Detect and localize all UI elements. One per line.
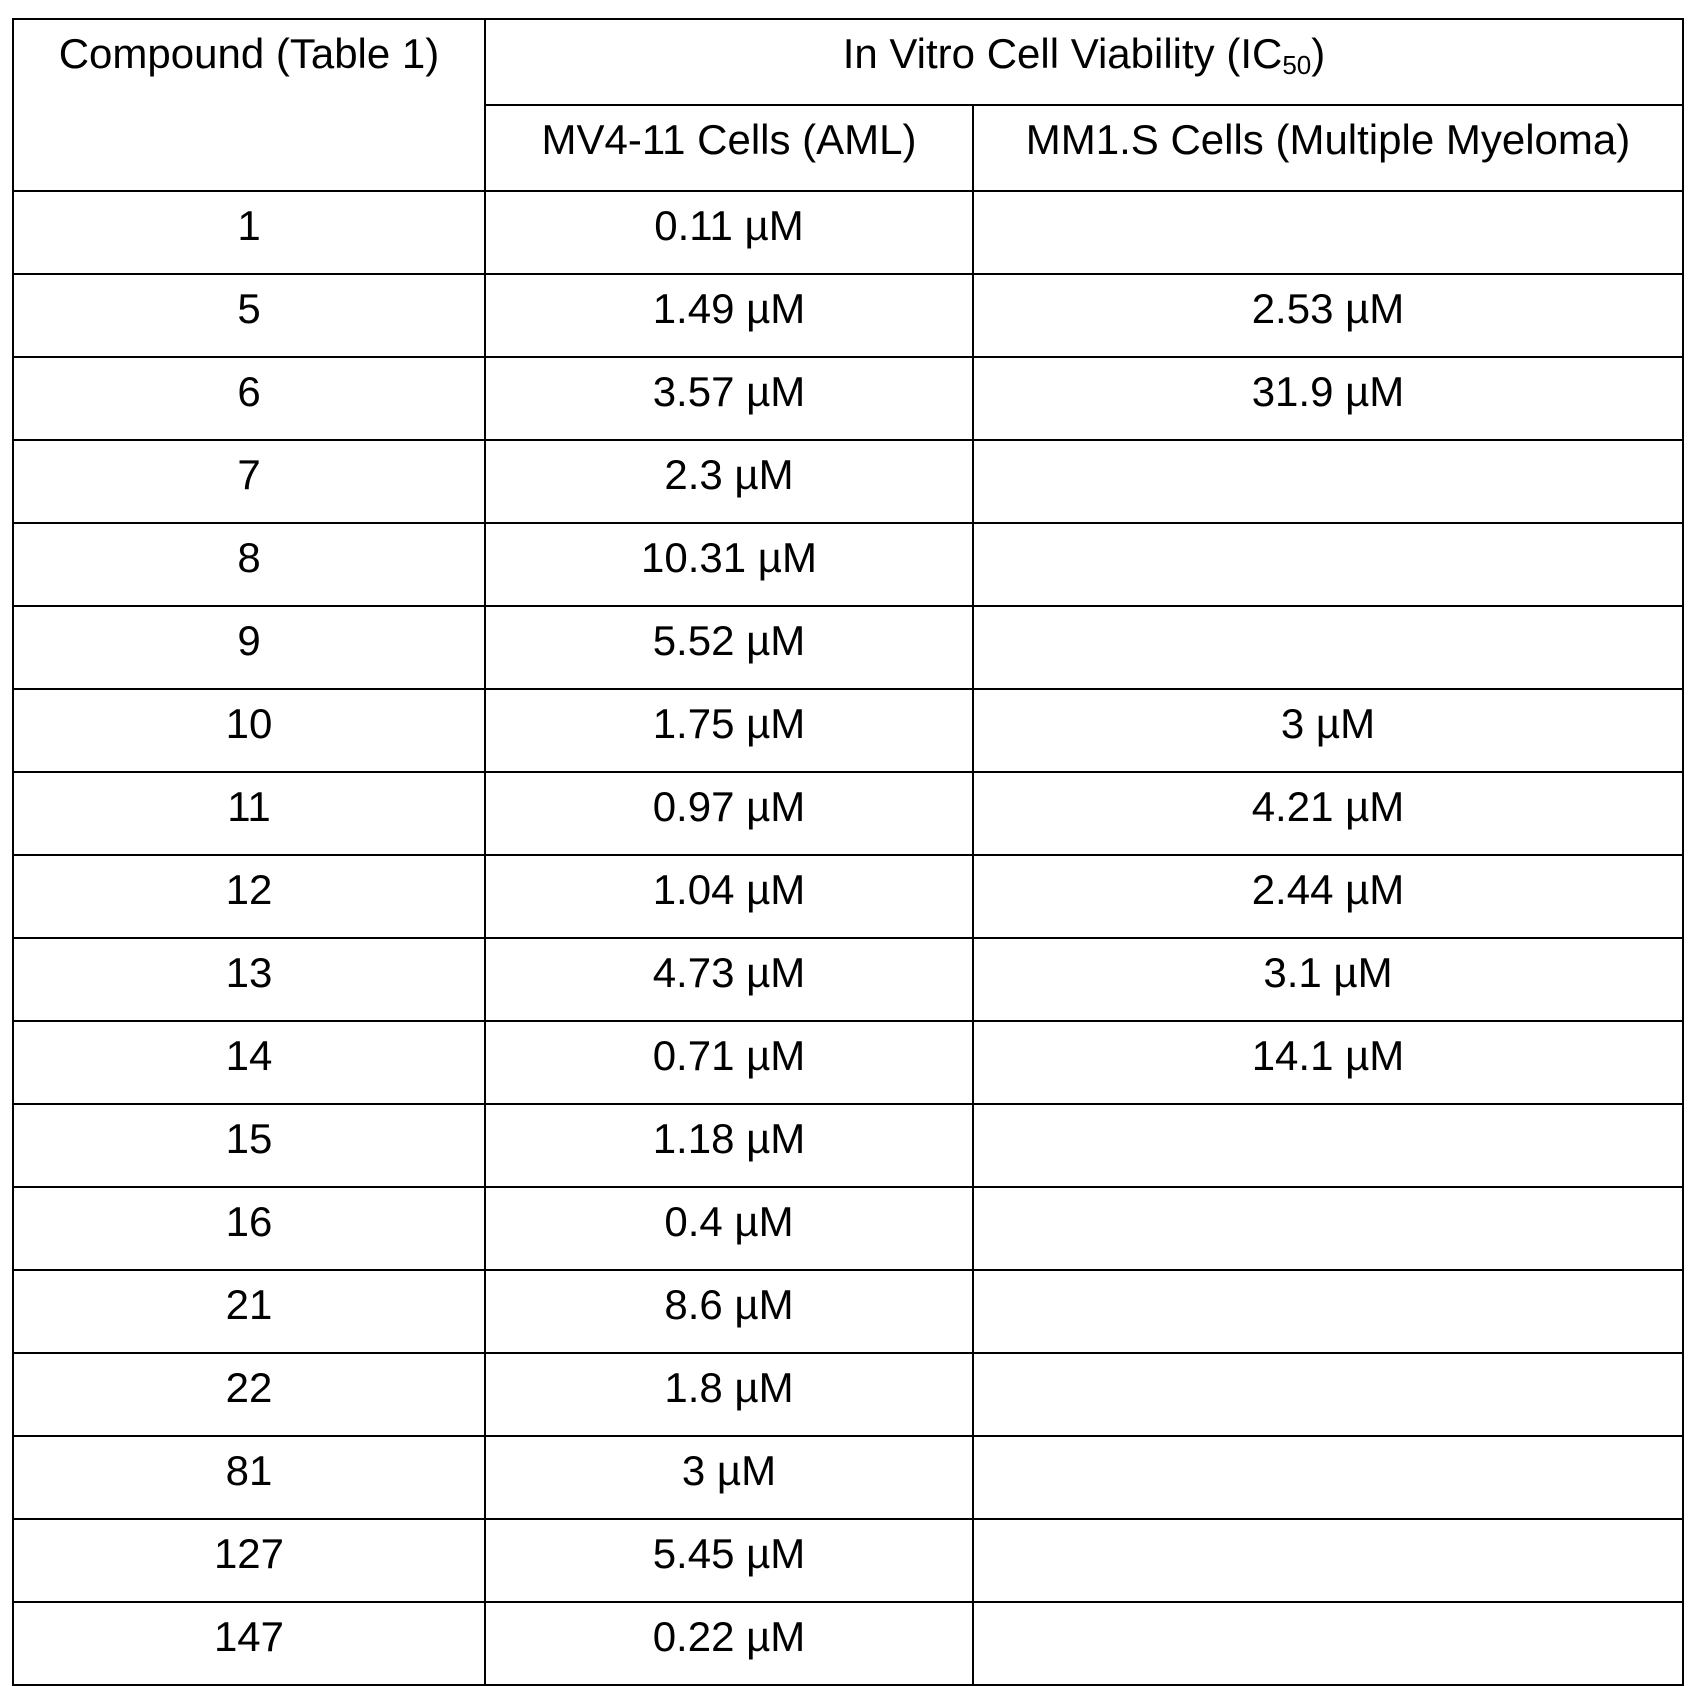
table-row <box>13 606 1683 689</box>
mv4-11-ic50-cell: 4.73 µM <box>485 938 973 1021</box>
header-cell-viability <box>485 19 1683 105</box>
mv4-11-ic50-cell: 5.45 µM <box>485 1519 973 1602</box>
mm1s-ic50-cell: 3 µM <box>973 689 1683 772</box>
mv4-11-ic50-cell: 5.52 µM <box>485 606 973 689</box>
mv4-11-ic50-cell: 0.22 µM <box>485 1602 973 1685</box>
mm1s-ic50-cell: 2.53 µM <box>973 274 1683 357</box>
mm1s-ic50-cell: 2.44 µM <box>973 855 1683 938</box>
table-row <box>13 1602 1683 1685</box>
mm1s-ic50-cell: 31.9 µM <box>973 357 1683 440</box>
table-row <box>13 440 1683 523</box>
mm1s-ic50-cell: 4.21 µM <box>973 772 1683 855</box>
header-group-text: In Vitro Cell Viability (IC <box>843 30 1283 77</box>
mm1s-ic50-cell: 3.1 µM <box>973 938 1683 1021</box>
mm1s-ic50-cell <box>973 1353 1683 1436</box>
compound-cell: 9 <box>13 606 485 689</box>
header-mm1s: MM1.S Cells (Multiple Myeloma) <box>973 105 1683 191</box>
compound-cell: 21 <box>13 1270 485 1353</box>
table-row <box>13 1353 1683 1436</box>
compound-cell: 6 <box>13 357 485 440</box>
ic50-table <box>12 18 1684 1686</box>
header-mv4-11: MV4-11 Cells (AML) <box>485 105 973 191</box>
mm1s-ic50-cell: 14.1 µM <box>973 1021 1683 1104</box>
table-row <box>13 1519 1683 1602</box>
table-row <box>13 855 1683 938</box>
mm1s-ic50-cell <box>973 1104 1683 1187</box>
mv4-11-ic50-cell: 1.8 µM <box>485 1353 973 1436</box>
table-row <box>13 523 1683 606</box>
mv4-11-ic50-cell: 0.11 µM <box>485 191 973 274</box>
compound-cell: 22 <box>13 1353 485 1436</box>
mv4-11-ic50-cell: 1.18 µM <box>485 1104 973 1187</box>
mv4-11-ic50-cell: 8.6 µM <box>485 1270 973 1353</box>
mm1s-ic50-cell <box>973 1436 1683 1519</box>
mv4-11-ic50-cell: 1.04 µM <box>485 855 973 938</box>
compound-cell: 13 <box>13 938 485 1021</box>
table-row <box>13 191 1683 274</box>
compound-cell: 8 <box>13 523 485 606</box>
compound-cell: 10 <box>13 689 485 772</box>
table-row <box>13 1436 1683 1519</box>
compound-cell: 7 <box>13 440 485 523</box>
mv4-11-ic50-cell: 3.57 µM <box>485 357 973 440</box>
table-row <box>13 1021 1683 1104</box>
mm1s-ic50-cell <box>973 1270 1683 1353</box>
mv4-11-ic50-cell: 1.75 µM <box>485 689 973 772</box>
compound-cell: 5 <box>13 274 485 357</box>
table-row <box>13 1104 1683 1187</box>
mm1s-ic50-cell <box>973 523 1683 606</box>
compound-cell: 15 <box>13 1104 485 1187</box>
table-row <box>13 1187 1683 1270</box>
compound-cell: 127 <box>13 1519 485 1602</box>
compound-cell: 16 <box>13 1187 485 1270</box>
mm1s-ic50-cell <box>973 1602 1683 1685</box>
mm1s-ic50-cell <box>973 606 1683 689</box>
header-group-close: ) <box>1311 30 1325 77</box>
mm1s-ic50-cell <box>973 440 1683 523</box>
mv4-11-ic50-cell: 1.49 µM <box>485 274 973 357</box>
mv4-11-ic50-cell: 0.71 µM <box>485 1021 973 1104</box>
mm1s-ic50-cell <box>973 1519 1683 1602</box>
mv4-11-ic50-cell: 3 µM <box>485 1436 973 1519</box>
compound-cell: 12 <box>13 855 485 938</box>
compound-cell: 81 <box>13 1436 485 1519</box>
table-row <box>13 1270 1683 1353</box>
table-row <box>13 689 1683 772</box>
table-row <box>13 772 1683 855</box>
compound-cell: 1 <box>13 191 485 274</box>
compound-cell: 14 <box>13 1021 485 1104</box>
compound-cell: 11 <box>13 772 485 855</box>
mv4-11-ic50-cell: 0.4 µM <box>485 1187 973 1270</box>
header-group-subscript: 50 <box>1282 50 1311 80</box>
mm1s-ic50-cell <box>973 1187 1683 1270</box>
header-compound: Compound (Table 1) <box>13 19 485 191</box>
mv4-11-ic50-cell: 2.3 µM <box>485 440 973 523</box>
mm1s-ic50-cell <box>973 191 1683 274</box>
compound-cell: 147 <box>13 1602 485 1685</box>
table-row <box>13 274 1683 357</box>
mv4-11-ic50-cell: 10.31 µM <box>485 523 973 606</box>
table-row <box>13 357 1683 440</box>
table-row <box>13 938 1683 1021</box>
mv4-11-ic50-cell: 0.97 µM <box>485 772 973 855</box>
